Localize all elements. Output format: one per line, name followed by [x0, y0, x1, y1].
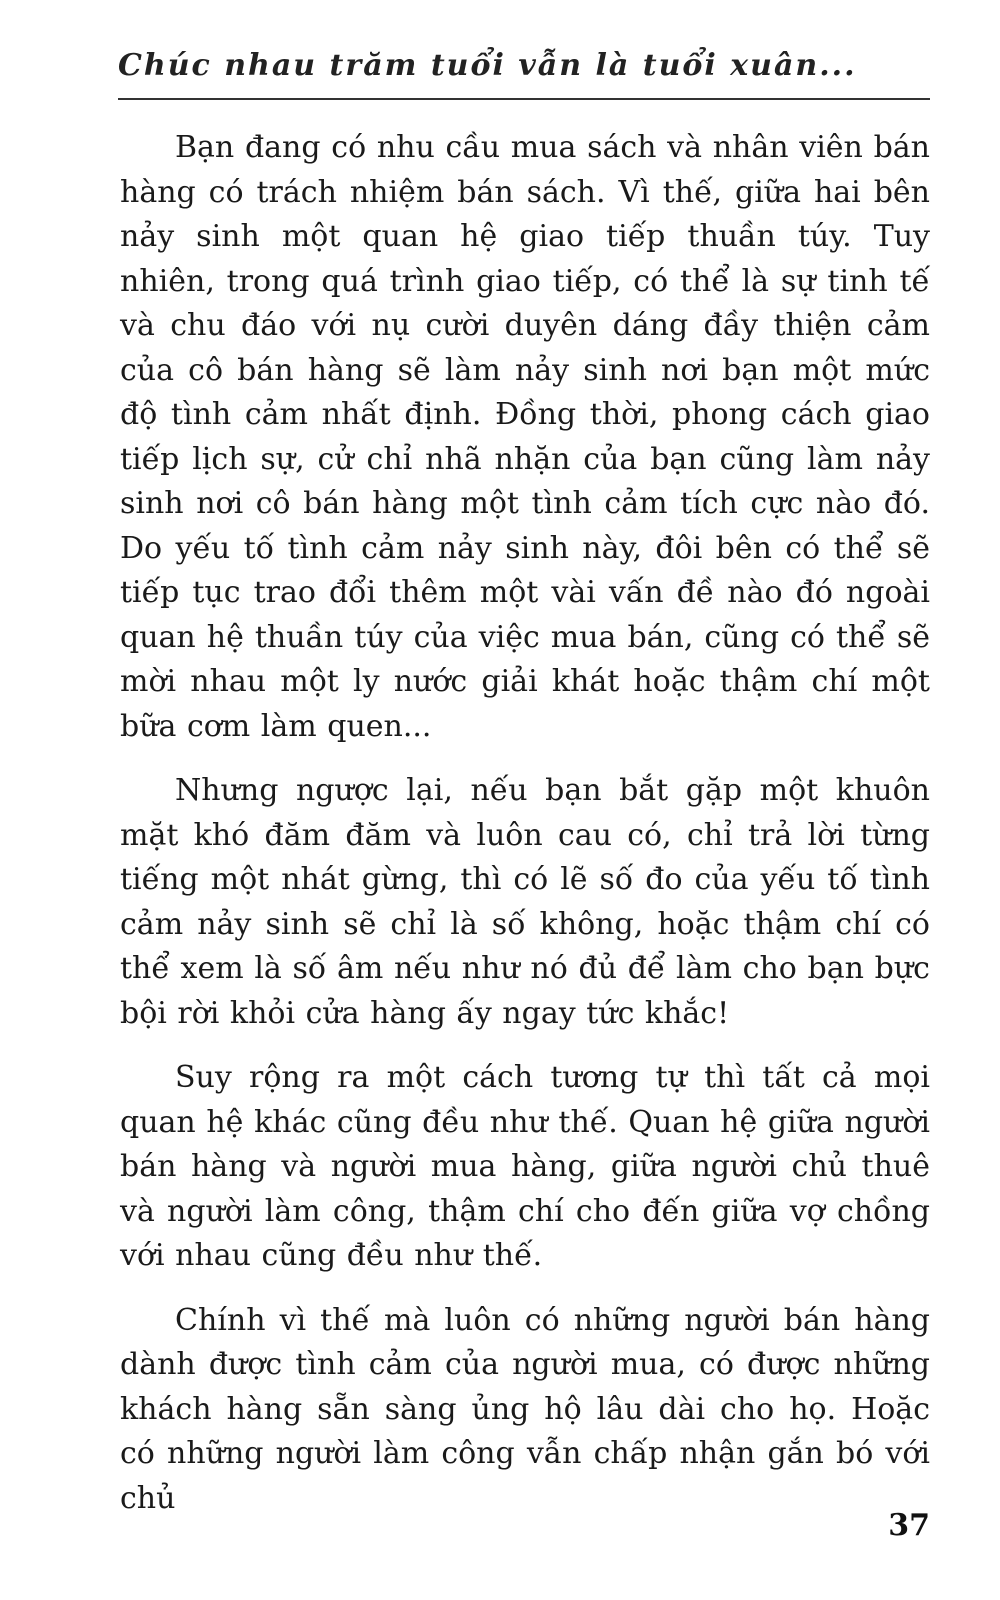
body-text — [120, 126, 930, 1541]
paragraph-1: Bạn đang có nhu cầu mua sách và nhân viên bán hàng có trách nhiệm bán sách. Vì thế, giữa hai bên nảy sinh một quan hệ giao tiếp thuần túy. Tuy nhiên, trong quá trình giao tiếp, có thể là sự tinh tế và chu đáo với nụ cười duyên dáng đầy thiện cảm của cô bán hàng sẽ làm nảy sinh nơi bạn một mức độ tình cảm nhất định. Đồng thời, phong cách giao tiếp lịch sự, cử chỉ nhã nhặn của bạn cũng làm nảy sinh nơi cô bán hàng một tình cảm tích cực nào đó. Do yếu tố tình cảm nảy sinh này, đôi bên có thể sẽ tiếp tục trao đổi thêm một vài vấn đề nào đó ngoài quan hệ thuần túy của việc mua bán, cũng có thể sẽ mời nhau một ly nước giải khát hoặc thậm chí một bữa cơm làm quen... — [120, 130, 930, 744]
paragraph-4: Chính vì thế mà luôn có những người bán hàng dành được tình cảm của người mua, có được những khách hàng sẵn sàng ủng hộ lâu dài cho họ. Hoặc có những người làm công vẫn chấp nhận gắn bó với chủ — [120, 1302, 930, 1516]
paragraph-3: Suy rộng ra một cách tương tự thì tất cả mọi quan hệ khác cũng đều như thế. Quan hệ giữa người bán hàng và người mua hàng, giữa người chủ thuê và người làm công, thậm chí cho đến giữa vợ chồng với nhau cũng đều như thế. — [120, 1060, 930, 1273]
page-number: 37 — [888, 1508, 930, 1543]
running-header-title: Chúc nhau trăm tuổi vẫn là tuổi xuân... — [118, 48, 857, 83]
header-divider — [118, 98, 930, 100]
paragraph-2: Nhưng ngược lại, nếu bạn bắt gặp một khuôn mặt khó đăm đăm và luôn cau có, chỉ trả lời từng tiếng một nhát gừng, thì có lẽ số đo của yếu tố tình cảm nảy sinh sẽ chỉ là số không, hoặc thậm chí có thể xem là số âm nếu như nó đủ để làm cho bạn bực bội rời khỏi cửa hàng ấy ngay tức khắc! — [120, 773, 930, 1031]
